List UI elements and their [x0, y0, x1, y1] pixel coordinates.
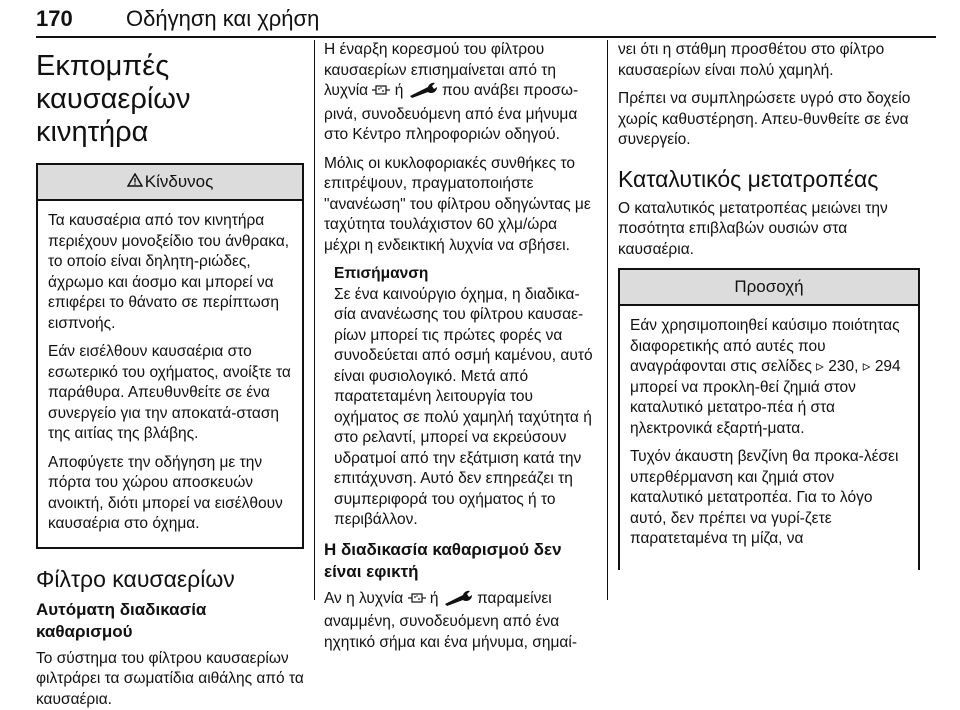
- wrench-icon: [443, 590, 473, 613]
- header-rule: [36, 36, 936, 38]
- exhaust-filter-icon: [372, 82, 390, 105]
- caution-box: [618, 268, 920, 570]
- body-text: Το σύστημα του φίλτρου καυσαερίων φιλτράρει τα σωματίδια αιθάλης από τα καυσαέρια.: [36, 649, 304, 710]
- danger-text: Εάν εισέλθουν καυσαέρια στο εσωτερικό του οχήματος, ανοίξτε τα παράθυρα. Απευθυνθείτε σε ένα συνεργείο για την αποκατά-σταση της αιτίας της βλάβης.: [48, 342, 292, 445]
- note-text: Σε ένα καινούργιο όχημα, η διαδικα-σία ανανέωσης του φίλτρου καυσαε-ρίων μπορεί τις πρώτες φορές να συνοδεύεται από οσμή καμένου, αυτό είναι φυσιολογικό. Μετά από παρατεταμένη λειτουργία του οχήματος σε πολύ χαμηλή ταχύτητα ή στο ρελαντί, μπορεί να εκρεύσουν υδρατμοί από την εξάτμιση κατά την επιτάχυνση. Αυτό δεν επηρεάζει τη συμπεριφορά του οχήματος ή το περιβάλλον.: [334, 285, 596, 531]
- caution-text: Τυχόν άκαυστη βενζίνη θα προκα-λέσει υπερθέρμανση και ζημιά στον καταλυτικό μετατροπέα. Για το λόγο αυτό, δεν πρέπει να γυρί-ζετε παρατεταμένα τη μίζα, να: [630, 447, 908, 550]
- column-2: [324, 40, 596, 624]
- column-divider: [314, 40, 315, 600]
- note-block: [324, 264, 596, 531]
- danger-box-header: [38, 165, 302, 201]
- column-divider: [607, 40, 608, 600]
- caution-text: [630, 316, 908, 439]
- section-title: Εκπομπές καυσαερίων κινητήρα: [36, 50, 304, 149]
- body-text: [324, 40, 596, 146]
- danger-box: [36, 163, 304, 549]
- column-1: [36, 40, 304, 624]
- page-number: 170: [36, 6, 73, 32]
- page-reference[interactable]: 294: [875, 358, 901, 375]
- text-span: μπορεί να προκλη-θεί ζημιά στον καταλυτικό μετατρο-πέα ή στα ηλεκτρονικά εξαρτή-ματα.: [630, 379, 856, 437]
- body-text: [324, 589, 596, 654]
- caution-box-header: [620, 270, 918, 306]
- auto-cleaning-title: Αυτόματη διαδικασία καθαρισμού: [36, 599, 304, 643]
- body-text: Ο καταλυτικός μετατροπέας μειώνει την ποσότητα επιβλαβών ουσιών στα καυσαέρια.: [618, 199, 920, 261]
- page-section-title: Οδήγηση και χρήση: [126, 6, 319, 32]
- body-text: νει ότι η στάθμη προσθέτου στο φίλτρο καυσαερίων είναι πολύ χαμηλή.: [618, 40, 920, 81]
- column-3: [618, 40, 920, 624]
- text-span: Η έναρξη κορεσμού του φίλτρου καυσαερίων επισημαίνεται από τη λυχνία: [324, 41, 556, 99]
- danger-heading: Κίνδυνος: [145, 172, 214, 191]
- text-span: Εάν χρησιμοποιηθεί καύσιμο ποιότητας διαφορετικής από αυτές που αναγράφονται στις σελίδες: [630, 317, 900, 375]
- text-span: Αν η λυχνία: [324, 590, 403, 607]
- note-title: Επισήμανση: [334, 264, 596, 285]
- caution-heading: Προσοχή: [734, 277, 803, 296]
- warning-triangle-icon: [127, 165, 143, 199]
- danger-text: Αποφύγετε την οδήγηση με την πόρτα του χώρου αποσκευών ανοικτή, διότι μπορεί να εισέλθουν καυσαέρια στο όχημα.: [48, 453, 292, 535]
- text-span: ή: [395, 82, 404, 99]
- text-span: που ανάβει προσω-ρινά, συνοδευόμενη από ένα μήνυμα στο Κέντρο πληροφοριών οδηγού.: [324, 82, 578, 143]
- page-header: [36, 2, 936, 38]
- catalytic-converter-title: Καταλυτικός μετατροπέας: [618, 165, 920, 193]
- wrench-icon: [408, 82, 438, 105]
- text-span: παραμείνει αναμμένη, συνοδευόμενη από ένα ηχητικό σήμα και ένα μήνυμα, σημαί-: [324, 590, 577, 651]
- text-span: ή: [430, 590, 439, 607]
- body-text: Μόλις οι κυκλοφοριακές συνθήκες το επιτρέψουν, πραγματοποιήστε "ανανέωση" του φίλτρου οδηγώντας με ταχύτητα τουλάχιστον 60 χλμ/ώρα μέχρι η ενδεικτική λυχνία να σβήσει.: [324, 154, 596, 257]
- body-text: Πρέπει να συμπληρώσετε υγρό στο δοχείο χωρίς καθυστέρηση. Απευ-θυνθείτε σε ένα συνεργείο.: [618, 89, 920, 151]
- filter-title: Φίλτρο καυσαερίων: [36, 565, 304, 593]
- exhaust-filter-icon: [408, 590, 426, 613]
- page-ref-arrow-icon: ▹: [863, 358, 871, 375]
- page-reference[interactable]: 230,: [828, 358, 858, 375]
- page-ref-arrow-icon: ▹: [816, 358, 824, 375]
- danger-text: Τα καυσαέρια από τον κινητήρα περιέχουν μονοξείδιο του άνθρακα, το οποίο είναι δηλητη-ριώδες, άχρωμο και άοσμο και μπορεί να επιφέρει το θάνατο σε περίπτωση εισπνοής.: [48, 211, 292, 334]
- cleaning-not-possible-title: Η διαδικασία καθαρισμού δεν είναι εφικτή: [324, 539, 596, 583]
